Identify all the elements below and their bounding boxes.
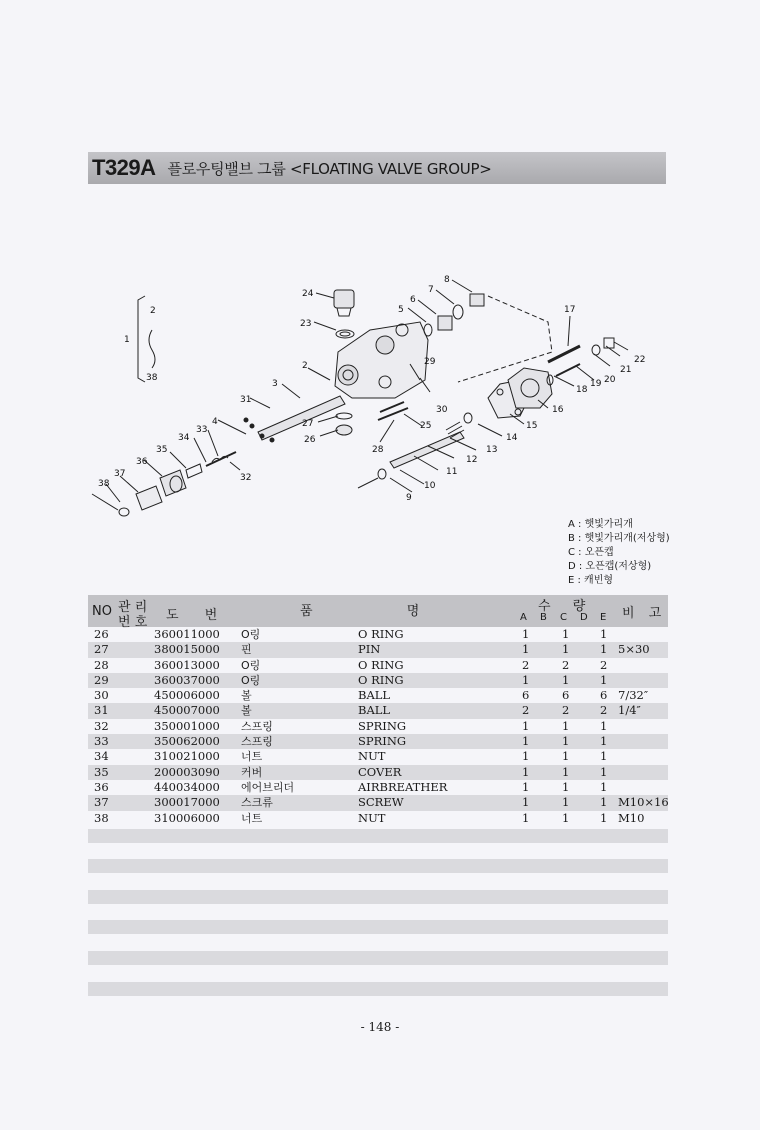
table-row bbox=[88, 688, 668, 703]
title-text: 플로우팅밸브 그룹 <FLOATING VALVE GROUP> bbox=[167, 159, 492, 178]
cell-name-en: NUT bbox=[358, 810, 386, 825]
cell-no: 27 bbox=[94, 642, 109, 657]
diagram-label: 2 bbox=[302, 361, 308, 371]
cell-qty-c: 2 bbox=[562, 657, 570, 672]
diagram-label: 30 bbox=[436, 405, 448, 415]
diagram-label: 11 bbox=[446, 467, 458, 477]
cell-name-kr: 커버 bbox=[241, 765, 263, 779]
diagram-label: 35 bbox=[156, 445, 168, 455]
cell-qty-c: 1 bbox=[562, 749, 570, 764]
empty-row bbox=[88, 890, 668, 904]
cell-name-en: BALL bbox=[358, 703, 391, 718]
cell-name-kr: 볼 bbox=[241, 704, 252, 718]
table-row bbox=[88, 642, 668, 657]
diagram-label: 27 bbox=[302, 419, 314, 429]
cell-qty-e: 2 bbox=[600, 703, 608, 718]
diagram-label: 10 bbox=[424, 481, 436, 491]
cell-qty-e: 1 bbox=[600, 642, 608, 657]
diagram-label: 5 bbox=[398, 305, 404, 315]
cell-qty-e: 2 bbox=[600, 657, 608, 672]
diagram-label: 8 bbox=[444, 275, 450, 285]
cell-qty-c: 1 bbox=[562, 764, 570, 779]
cell-name-kr: 스프링 bbox=[241, 719, 273, 733]
table-row bbox=[88, 780, 668, 795]
cell-part-no: 310021000 bbox=[154, 749, 220, 764]
header-qty: 수 량 bbox=[538, 599, 586, 614]
cell-name-kr: 너트 bbox=[241, 750, 263, 764]
cell-qty-c: 1 bbox=[562, 718, 570, 733]
cell-qty-e: 6 bbox=[600, 688, 608, 703]
cell-qty-e: 1 bbox=[600, 810, 608, 825]
cell-part-no: 450006000 bbox=[154, 688, 220, 703]
header-name: 품 명 bbox=[300, 604, 420, 619]
legend-item: B : 햇빛가리개(저상형) bbox=[568, 533, 670, 544]
page-number: - 148 - bbox=[360, 1020, 400, 1034]
cell-name-kr: 핀 bbox=[241, 643, 252, 657]
diagram-label: 7 bbox=[428, 285, 434, 295]
diagram-label: 18 bbox=[576, 385, 588, 395]
table-row bbox=[88, 627, 668, 642]
cell-name-en: O RING bbox=[358, 657, 404, 672]
cell-no: 37 bbox=[94, 795, 109, 810]
header-no: NO bbox=[92, 604, 112, 619]
cell-name-kr: O링 bbox=[241, 673, 261, 687]
cell-remark: 5×30 bbox=[618, 642, 650, 657]
cell-name-kr: 에어브리더 bbox=[241, 780, 295, 794]
legend-item: C : 오픈캡 bbox=[568, 547, 614, 558]
diagram-label: 13 bbox=[486, 445, 498, 455]
cell-name-en: O RING bbox=[358, 672, 404, 687]
diagram-label: 24 bbox=[302, 289, 314, 299]
table-row bbox=[88, 811, 668, 826]
diagram-label: 33 bbox=[196, 425, 208, 435]
cell-no: 32 bbox=[94, 718, 109, 733]
cell-qty-e: 1 bbox=[600, 779, 608, 794]
cell-part-no: 350001000 bbox=[154, 718, 220, 733]
cell-qty-a: 1 bbox=[522, 718, 530, 733]
diagram-label: 21 bbox=[620, 365, 632, 375]
parts-table-header bbox=[88, 595, 668, 630]
cell-part-no: 450007000 bbox=[154, 703, 220, 718]
cell-qty-a: 1 bbox=[522, 779, 530, 794]
cell-qty-a: 1 bbox=[522, 795, 530, 810]
cell-qty-c: 2 bbox=[562, 703, 570, 718]
cell-part-no: 310006000 bbox=[154, 810, 220, 825]
cell-name-en: AIRBREATHER bbox=[358, 779, 448, 794]
diagram-label: 16 bbox=[552, 405, 564, 415]
cell-name-en: SCREW bbox=[358, 795, 404, 810]
cell-qty-e: 1 bbox=[600, 718, 608, 733]
diagram-label: 19 bbox=[590, 379, 602, 389]
empty-row bbox=[88, 920, 668, 934]
cell-no: 34 bbox=[94, 749, 109, 764]
cell-part-no: 440034000 bbox=[154, 779, 220, 794]
diagram-label: 38 bbox=[146, 373, 158, 383]
table-row bbox=[88, 795, 668, 810]
cell-qty-c: 6 bbox=[562, 688, 570, 703]
diagram-label: 3 bbox=[272, 379, 278, 389]
legend-item: D : 오픈캡(저상형) bbox=[568, 561, 652, 572]
cell-qty-a: 1 bbox=[522, 810, 530, 825]
cell-name-kr: 스프링 bbox=[241, 735, 273, 749]
table-row bbox=[88, 734, 668, 749]
diagram-label: 6 bbox=[410, 295, 416, 305]
cell-qty-e: 1 bbox=[600, 627, 608, 641]
cell-no: 30 bbox=[94, 688, 109, 703]
empty-row bbox=[88, 951, 668, 965]
table-row bbox=[88, 719, 668, 734]
legend-item: E : 캐빈형 bbox=[568, 575, 614, 586]
diagram-label: 9 bbox=[406, 493, 412, 503]
cell-name-kr: 볼 bbox=[241, 689, 252, 703]
table-row bbox=[88, 703, 668, 718]
cell-qty-e: 1 bbox=[600, 734, 608, 749]
diagram-label: 14 bbox=[506, 433, 518, 443]
cell-part-no: 360011000 bbox=[154, 627, 220, 641]
parts-table-body bbox=[88, 627, 668, 826]
diagram-label: 12 bbox=[466, 455, 478, 465]
cell-no: 31 bbox=[94, 703, 109, 718]
cell-qty-c: 1 bbox=[562, 672, 570, 687]
cell-qty-a: 1 bbox=[522, 749, 530, 764]
cell-qty-e: 1 bbox=[600, 795, 608, 810]
cell-no: 35 bbox=[94, 764, 109, 779]
header-qty-b: B bbox=[540, 612, 547, 623]
cell-qty-c: 1 bbox=[562, 810, 570, 825]
legend-item: A : 햇빛가리개 bbox=[568, 519, 633, 530]
cell-name-en: SPRING bbox=[358, 734, 407, 749]
cell-no: 33 bbox=[94, 734, 109, 749]
table-row bbox=[88, 673, 668, 688]
cell-no: 36 bbox=[94, 779, 109, 794]
diagram-label: 36 bbox=[136, 457, 148, 467]
cell-name-kr: 너트 bbox=[241, 811, 263, 825]
cell-name-en: NUT bbox=[358, 749, 386, 764]
header-mgmt-bottom: 번 호 bbox=[118, 615, 148, 630]
diagram-label: 37 bbox=[114, 469, 126, 479]
cell-no: 29 bbox=[94, 672, 109, 687]
cell-qty-c: 1 bbox=[562, 642, 570, 657]
cell-no: 28 bbox=[94, 657, 109, 672]
diagram-label: 15 bbox=[526, 421, 538, 431]
cell-qty-a: 1 bbox=[522, 627, 530, 641]
cell-qty-c: 1 bbox=[562, 779, 570, 794]
diagram-label: 34 bbox=[178, 433, 190, 443]
cell-qty-e: 1 bbox=[600, 764, 608, 779]
diagram-label: 4 bbox=[212, 417, 218, 427]
cell-no: 26 bbox=[94, 627, 109, 641]
cell-name-en: O RING bbox=[358, 627, 404, 641]
cell-name-en: SPRING bbox=[358, 718, 407, 733]
cell-remark: M10 bbox=[618, 810, 645, 825]
cell-part-no: 200003090 bbox=[154, 764, 220, 779]
diagram-label: 17 bbox=[564, 305, 576, 315]
diagram-label: 31 bbox=[240, 395, 252, 405]
exploded-parts-diagram bbox=[0, 0, 760, 520]
empty-row bbox=[88, 859, 668, 873]
title-code: T329A bbox=[92, 155, 156, 180]
cell-qty-a: 1 bbox=[522, 672, 530, 687]
diagram-label: 25 bbox=[420, 421, 432, 431]
cell-part-no: 300017000 bbox=[154, 795, 220, 810]
header-qty-e: E bbox=[600, 612, 607, 623]
cell-part-no: 350062000 bbox=[154, 734, 220, 749]
cell-qty-a: 6 bbox=[522, 688, 530, 703]
cell-name-en: BALL bbox=[358, 688, 391, 703]
header-remark: 비 고 bbox=[622, 606, 662, 621]
cell-part-no: 380015000 bbox=[154, 642, 220, 657]
cell-name-kr: O링 bbox=[241, 658, 261, 672]
cell-qty-a: 2 bbox=[522, 703, 530, 718]
table-row bbox=[88, 658, 668, 673]
cell-part-no: 360037000 bbox=[154, 672, 220, 687]
cell-remark: M10×16 bbox=[618, 795, 669, 810]
diagram-label: 20 bbox=[604, 375, 616, 385]
diagram-label: 2 bbox=[150, 306, 156, 316]
diagram-label: 1 bbox=[124, 335, 130, 345]
cell-remark: 1/4″ bbox=[618, 703, 641, 718]
diagram-label: 26 bbox=[304, 435, 316, 445]
diagram-label: 23 bbox=[300, 319, 312, 329]
cell-qty-a: 2 bbox=[522, 657, 530, 672]
header-qty-a: A bbox=[520, 612, 527, 623]
cell-qty-a: 1 bbox=[522, 764, 530, 779]
header-qty-c: C bbox=[560, 612, 567, 623]
cell-name-kr: 스크류 bbox=[241, 796, 273, 810]
header-drawing-no: 도 번 bbox=[166, 608, 218, 623]
cell-qty-c: 1 bbox=[562, 627, 570, 641]
cell-no: 38 bbox=[94, 810, 109, 825]
cell-qty-a: 1 bbox=[522, 642, 530, 657]
cell-name-en: COVER bbox=[358, 764, 402, 779]
diagram-label: 38 bbox=[98, 479, 110, 489]
header-qty-d: D bbox=[580, 612, 588, 623]
cell-name-kr: O링 bbox=[241, 628, 261, 641]
cell-qty-e: 1 bbox=[600, 749, 608, 764]
header-mgmt-top: 관 리 bbox=[118, 600, 148, 615]
cell-qty-c: 1 bbox=[562, 734, 570, 749]
variant-legend bbox=[568, 518, 670, 588]
diagram-label: 32 bbox=[240, 473, 252, 483]
empty-row bbox=[88, 829, 668, 843]
cell-name-en: PIN bbox=[358, 642, 381, 657]
table-row bbox=[88, 765, 668, 780]
cell-qty-a: 1 bbox=[522, 734, 530, 749]
cell-qty-e: 1 bbox=[600, 672, 608, 687]
empty-row bbox=[88, 982, 668, 996]
cell-qty-c: 1 bbox=[562, 795, 570, 810]
cell-remark: 7/32″ bbox=[618, 688, 649, 703]
diagram-label: 28 bbox=[372, 445, 384, 455]
cell-part-no: 360013000 bbox=[154, 657, 220, 672]
table-row bbox=[88, 749, 668, 764]
diagram-label: 29 bbox=[424, 357, 436, 367]
diagram-label: 22 bbox=[634, 355, 646, 365]
